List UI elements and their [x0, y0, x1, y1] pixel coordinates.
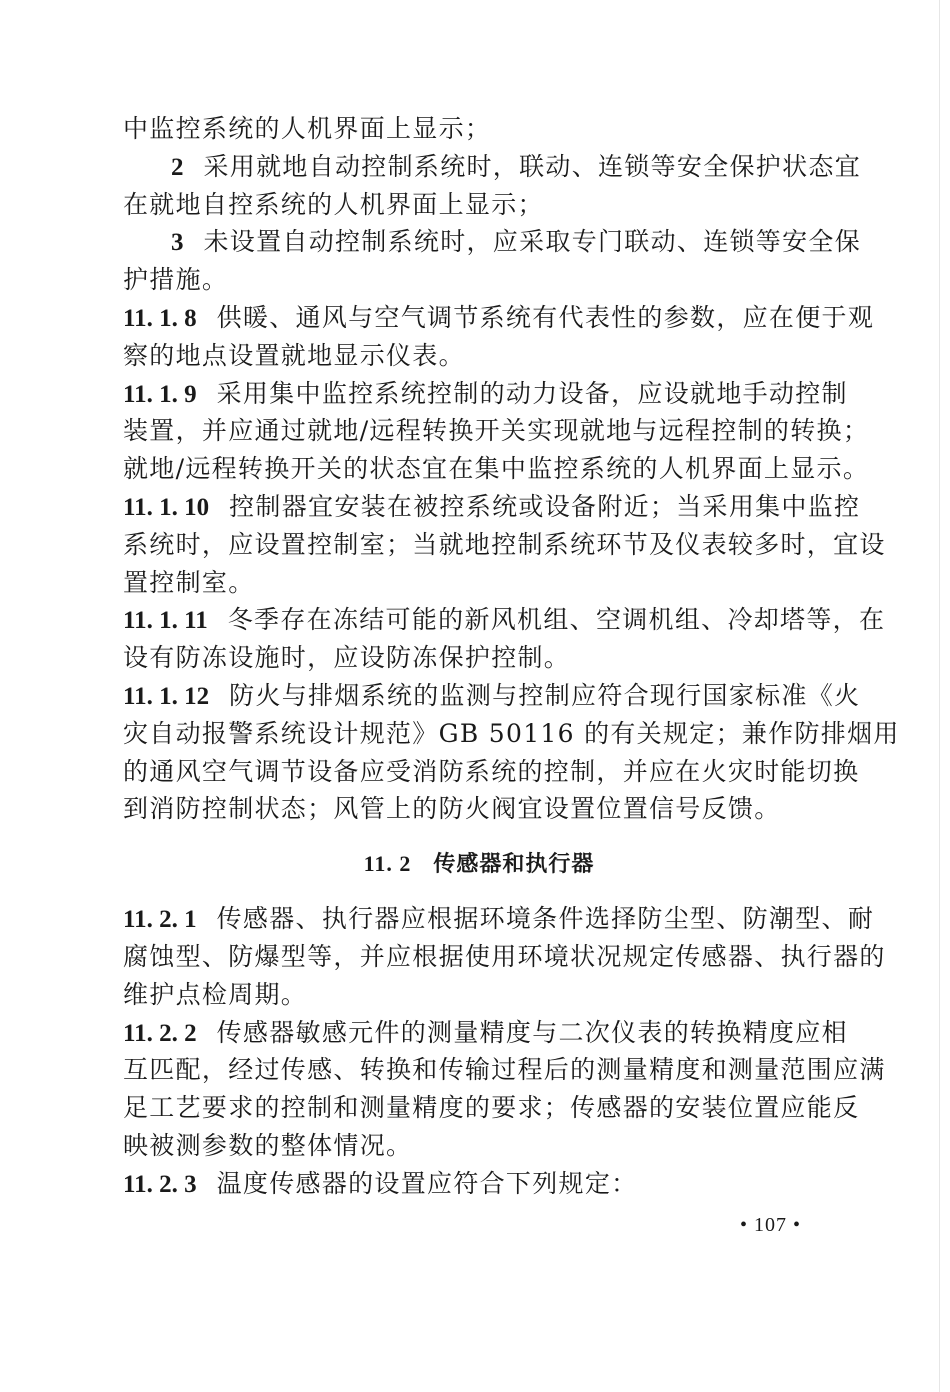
clause-number: 11. 2. 2	[123, 1019, 197, 1047]
text-line: 装置，并应通过就地/远程转换开关实现就地与远程控制的转换；	[123, 416, 870, 446]
clause: 11. 1. 12 防火与排烟系统的监测与控制应符合现行国家标准《火	[123, 680, 861, 710]
text-line: 映被测参数的整体情况。	[123, 1130, 413, 1160]
clause-number: 11. 1. 8	[123, 304, 197, 332]
clause: 11. 1. 9 采用集中监控系统控制的动力设备，应设就地手动控制	[123, 378, 848, 408]
page-body	[123, 110, 900, 1203]
text-line: 的通风空气调节设备应受消防系统的控制，并应在火灾时能切换	[123, 756, 860, 786]
page-number: • 107 •	[740, 1214, 802, 1236]
list-item: 3 未设置自动控制系统时，应采取专门联动、连锁等安全保	[171, 227, 862, 257]
text-line: 腐蚀型、防爆型等，并应根据使用环境状况规定传感器、执行器的	[123, 941, 886, 971]
text-line: 设有防冻设施时，应设防冻保护控制。	[123, 643, 571, 673]
clause: 11. 2. 2 传感器敏感元件的测量精度与二次仪表的转换精度应相	[123, 1017, 848, 1047]
clause-number: 11. 1. 11	[123, 607, 208, 635]
text-line: 互匹配，经过传感、转换和传输过程后的测量精度和测量范围应满	[123, 1055, 886, 1085]
text-line: 置控制室。	[123, 567, 255, 597]
text-line: 灾自动报警系统设计规范》GB 50116 的有关规定；兼作防排烟用	[123, 718, 900, 748]
list-number: 2	[171, 153, 184, 181]
clause: 11. 1. 10 控制器宜安装在被控系统或设备附近；当采用集中监控	[123, 491, 861, 521]
clause-number: 11. 2. 3	[123, 1170, 197, 1198]
text-line: 中监控系统的人机界面上显示；	[123, 114, 492, 143]
section-title: 传感器和执行器	[433, 852, 595, 878]
list-item: 2 采用就地自动控制系统时，联动、连锁等安全保护状态宜	[171, 151, 862, 181]
text-line: 到消防控制状态；风管上的防火阀宜设置位置信号反馈。	[123, 794, 781, 824]
section-heading	[123, 842, 835, 886]
text-line: 察的地点设置就地显示仪表。	[123, 340, 465, 370]
text-line: 足工艺要求的控制和测量精度的要求；传感器的安装位置应能反	[123, 1093, 860, 1123]
clause-number: 11. 2. 1	[123, 906, 197, 934]
list-number: 3	[171, 229, 184, 257]
clause-number: 11. 1. 12	[123, 682, 210, 710]
section-number: 11. 2	[363, 851, 412, 877]
text-line: 护措施。	[123, 265, 229, 295]
clause: 11. 2. 3 温度传感器的设置应符合下列规定：	[123, 1168, 638, 1198]
text-line: 维护点检周期。	[123, 979, 308, 1009]
clause: 11. 1. 8 供暖、通风与空气调节系统有代表性的参数，应在便于观	[123, 302, 875, 332]
text-line: 就地/远程转换开关的状态宜在集中监控系统的人机界面上显示。	[123, 454, 870, 484]
text-line: 系统时，应设置控制室；当就地控制系统环节及仪表较多时，宜设	[123, 529, 886, 559]
clause: 11. 1. 11 冬季存在冻结可能的新风机组、空调机组、冷却塔等，在	[123, 605, 886, 635]
text-line: 在就地自控系统的人机界面上显示；	[123, 189, 544, 219]
clause: 11. 2. 1 传感器、执行器应根据环境条件选择防尘型、防潮型、耐	[123, 904, 875, 934]
clause-number: 11. 1. 9	[123, 380, 197, 408]
page-edge-line	[939, 0, 940, 1392]
clause-number: 11. 1. 10	[123, 493, 210, 521]
